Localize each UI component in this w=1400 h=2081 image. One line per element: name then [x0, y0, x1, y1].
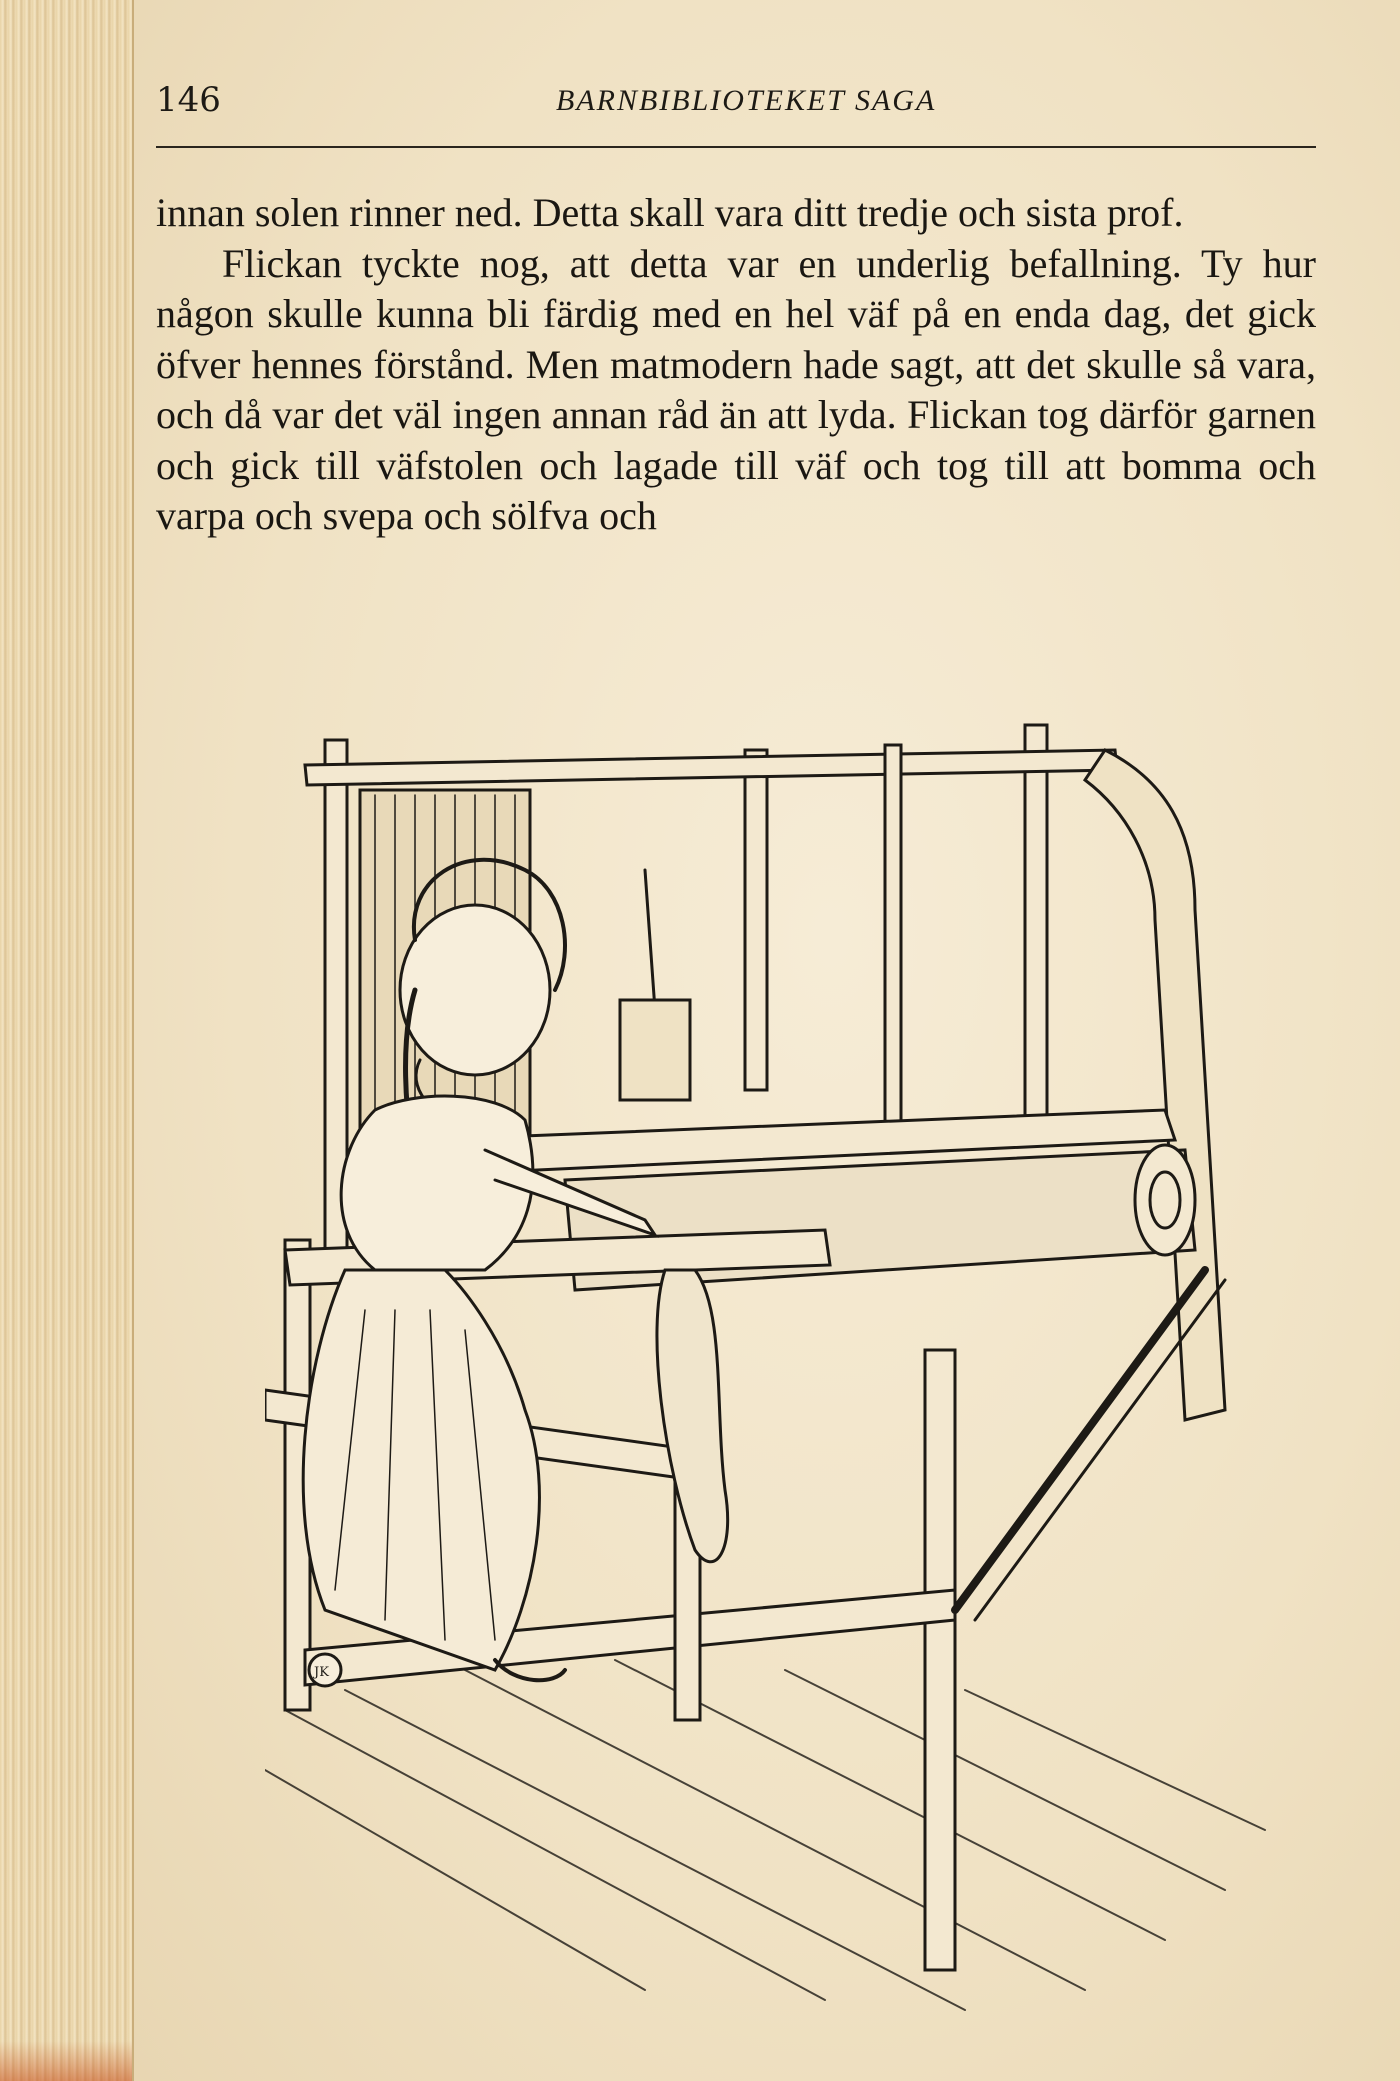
running-head: BARNBIBLIOTEKET SAGA — [556, 84, 937, 117]
yarn-skein — [657, 1270, 728, 1562]
loom-illustration — [265, 710, 1315, 2020]
header-rule — [156, 146, 1316, 148]
body-text — [156, 188, 1316, 542]
page-edge-stack — [0, 0, 134, 2081]
paragraph: Flickan tyckte nog, att detta var en underlig befallning. Ty hur någon skulle kunna bli färdig med en hel väf på en enda dag, det gick öfver hennes förstånd. Men matmodern hade sagt, att det skulle så vara, och då var det väl ingen annan råd än att lyda. Flickan tog därför garnen och gick till väfstolen och lagade till väf och tog till att bomma och varpa och svepa och sölfva och — [156, 240, 1316, 538]
svg-text:JK: JK — [314, 1665, 329, 1680]
monogram — [309, 1654, 341, 1686]
page-header — [156, 80, 1316, 130]
page-number: 146 — [156, 80, 221, 120]
paragraph: innan solen rinner ned. Detta skall vara ditt tredje och sista prof. — [156, 190, 1184, 235]
floor-boards — [265, 1660, 1265, 2010]
